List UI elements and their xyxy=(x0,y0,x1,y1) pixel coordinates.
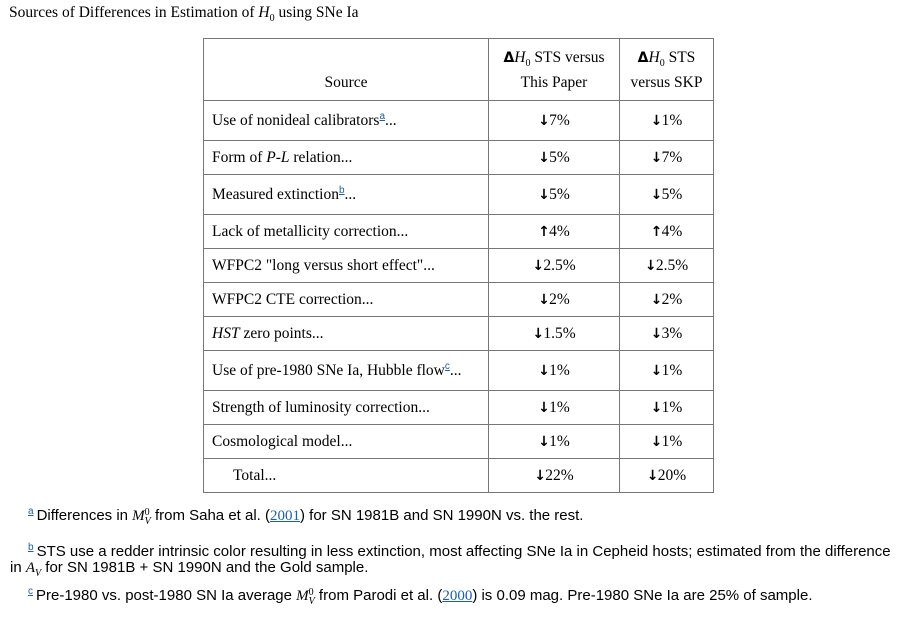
arrow-down-icon: ↓ xyxy=(534,467,547,484)
table-row xyxy=(204,425,714,459)
row-source: Cosmological model... xyxy=(204,425,489,459)
row-value-this-paper: ↓7% xyxy=(489,101,620,141)
caption-prefix: Sources of Differences in Estimation of xyxy=(9,4,259,21)
arrow-down-icon: ↓ xyxy=(538,112,550,129)
row-value-skp: ↓1% xyxy=(620,425,714,459)
row-value-this-paper: ↓1% xyxy=(489,425,620,459)
table-row xyxy=(204,249,714,283)
row-value-skp: ↓1% xyxy=(620,101,714,141)
arrow-down-icon: ↓ xyxy=(650,291,663,308)
row-source: Use of nonideal calibrators$^a$... xyxy=(204,101,489,141)
row-value-skp: ↓2% xyxy=(620,283,714,317)
row-value-this-paper: ↓5% xyxy=(489,141,620,175)
arrow-down-icon: ↓ xyxy=(538,433,550,450)
table-caption xyxy=(9,4,359,24)
table-row xyxy=(204,101,714,141)
row-value-skp: ↓3% xyxy=(620,317,714,351)
row-value-this-paper: ↓2.5% xyxy=(489,249,620,283)
footnote-c: $^c$ Pre-1980 vs. post-1980 SN Ia average M 0 V from Parodi et al. (2000) is 0.09 mag. Pre-1980 SNe Ia are 25% of sample. xyxy=(28,586,813,607)
header-sts-vs-skp: $\Delta H_0$ STS versus SKP xyxy=(620,39,714,101)
row-source: Measured extinction$^b$... xyxy=(204,175,489,215)
row-value-skp: ↓1% xyxy=(620,351,714,391)
arrow-down-icon: ↓ xyxy=(650,399,663,416)
arrow-down-icon: ↓ xyxy=(650,433,663,450)
row-source: Lack of metallicity correction... xyxy=(204,215,489,249)
row-value-skp: ↓7% xyxy=(620,141,714,175)
arrow-down-icon: ↓ xyxy=(646,467,659,484)
row-value-this-paper: ↓1.5% xyxy=(489,317,620,351)
row-value-this-paper: ↓2% xyxy=(489,283,620,317)
arrow-down-icon: ↓ xyxy=(538,149,550,166)
caption-symbol-sub: 0 xyxy=(269,13,275,25)
footnote-link-a[interactable]: a xyxy=(379,111,385,122)
arrow-down-icon: ↓ xyxy=(650,325,663,342)
arrow-down-icon: ↓ xyxy=(538,186,550,203)
arrow-down-icon: ↓ xyxy=(538,399,550,416)
row-value-this-paper: ↓22% xyxy=(489,459,620,493)
row-value-skp: ↓1% xyxy=(620,391,714,425)
arrow-down-icon: ↓ xyxy=(650,362,663,379)
table-row xyxy=(204,391,714,425)
caption-symbol: H xyxy=(258,4,270,21)
footnote-b: $^b$ STS use a redder intrinsic color resulting in less extinction, most affecting SNe Ia in Cepheid hosts; estimated from the difference xyxy=(28,542,891,560)
table-row xyxy=(204,317,714,351)
row-value-skp: ↑4% xyxy=(620,215,714,249)
table-row xyxy=(204,141,714,175)
arrow-down-icon: ↓ xyxy=(650,112,663,129)
total-row xyxy=(204,459,714,493)
footnote-link-c[interactable]: c xyxy=(444,361,450,372)
caption-suffix: using SNe Ia xyxy=(274,4,359,21)
arrow-down-icon: ↓ xyxy=(650,149,663,166)
arrow-down-icon: ↓ xyxy=(538,362,550,379)
footnote-a: $^a$ Differences in M 0 V from Saha et al. (2001) for SN 1981B and SN 1990N vs. the rest. xyxy=(28,506,584,527)
row-value-this-paper: ↑4% xyxy=(489,215,620,249)
row-source: Strength of luminosity correction... xyxy=(204,391,489,425)
row-source: WFPC2 "long versus short effect"... xyxy=(204,249,489,283)
footnote-marker-c[interactable]: c xyxy=(28,586,33,597)
table-row xyxy=(204,283,714,317)
table-row xyxy=(204,215,714,249)
arrow-down-icon: ↓ xyxy=(644,257,657,274)
row-value-skp: ↓20% xyxy=(620,459,714,493)
header-row xyxy=(204,39,714,101)
arrow-down-icon: ↓ xyxy=(532,257,545,274)
footnote-marker-a[interactable]: a xyxy=(28,506,34,517)
row-source: HST zero points... xyxy=(204,317,489,351)
table-row xyxy=(204,175,714,215)
row-source-total: Total... xyxy=(204,459,489,493)
arrow-down-icon: ↓ xyxy=(650,186,663,203)
footnote-link-b[interactable]: b xyxy=(338,185,345,196)
differences-table xyxy=(203,38,714,493)
header-source: Source xyxy=(204,39,489,101)
row-value-skp: ↓2.5% xyxy=(620,249,714,283)
arrow-down-icon: ↓ xyxy=(532,325,545,342)
row-source: WFPC2 CTE correction... xyxy=(204,283,489,317)
arrow-up-icon: ↑ xyxy=(538,223,550,240)
row-value-this-paper: ↓1% xyxy=(489,391,620,425)
arrow-down-icon: ↓ xyxy=(538,291,550,308)
footnote-b-line2: in $A_V$ for SN 1981B + SN 1990N and the Gold sample. xyxy=(10,559,369,579)
citation-link-2001[interactable]: 2001 xyxy=(270,508,300,524)
row-source: Use of pre-1980 SNe Ia, Hubble flow$^c$... xyxy=(204,351,489,391)
arrow-up-icon: ↑ xyxy=(650,223,663,240)
table-row xyxy=(204,351,714,391)
header-sts-vs-this-paper: $\Delta H_0$ STS versus This Paper xyxy=(489,39,620,101)
row-value-this-paper: ↓1% xyxy=(489,351,620,391)
footnote-marker-b[interactable]: b xyxy=(28,542,34,553)
row-value-this-paper: ↓5% xyxy=(489,175,620,215)
citation-link-2000[interactable]: 2000 xyxy=(442,588,473,604)
row-value-skp: ↓5% xyxy=(620,175,714,215)
row-source: Form of P-L relation... xyxy=(204,141,489,175)
